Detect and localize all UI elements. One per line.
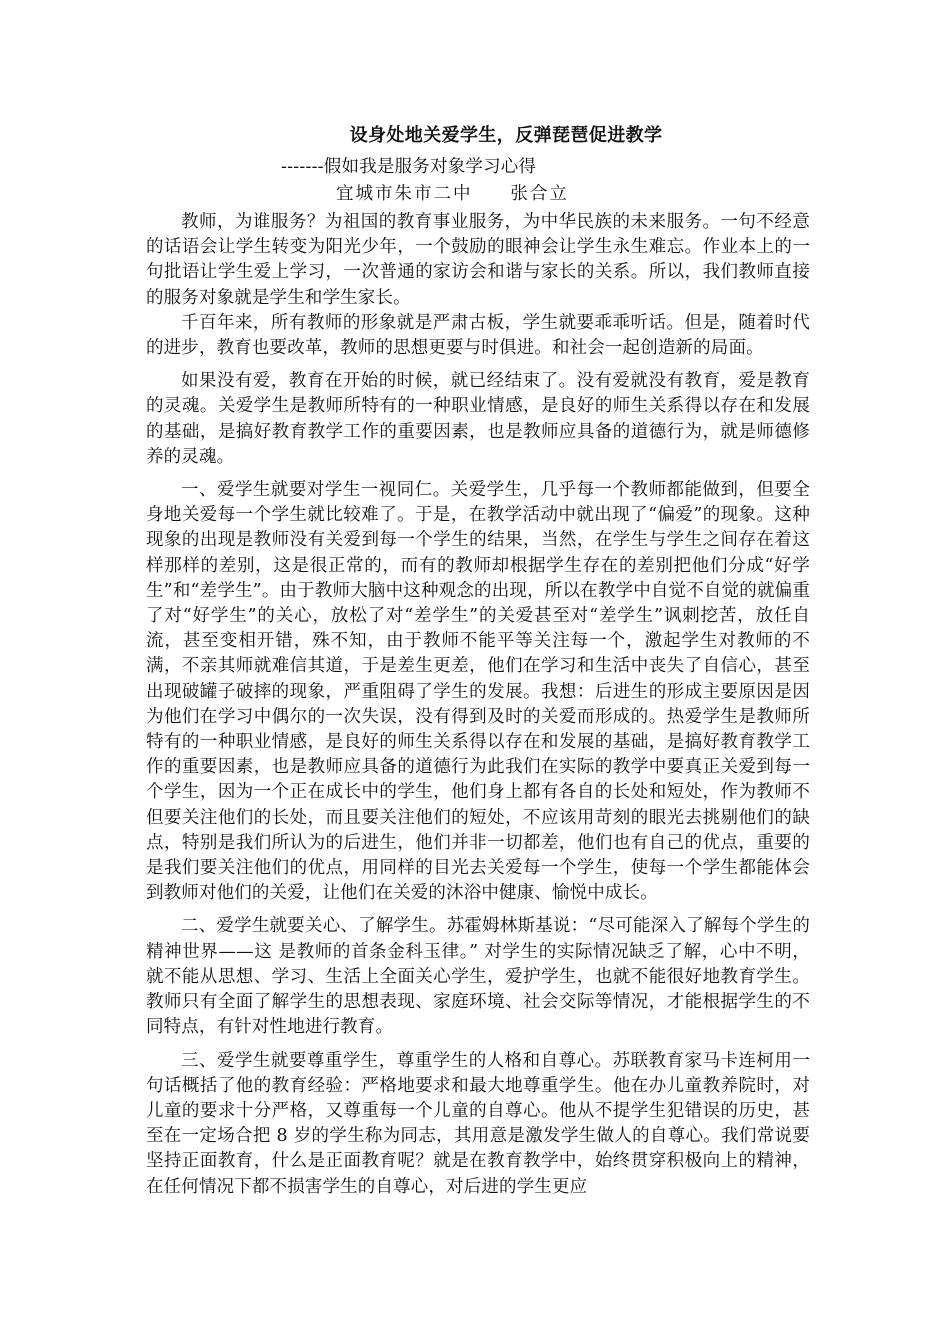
document-title: 设身处地关爱学生，反弹琵琶促进教学 xyxy=(349,125,663,146)
paragraph-6: 三、爱学生就要尊重学生，尊重学生的人格和自尊心。苏联教育家马卡连柯用一句话概括了他的教育经验：严格地要求和最大地尊重学生。他在办儿童教养院时，对儿童的要求十分严格，又尊重每一个儿童的自尊心。他从不提学生犯错误的历史，甚至在一定场合把 8 岁的学生称为同志，其用意是激发学生做人的自尊心。我们常说要坚持正面教育，什么是正面教育呢？就是在教育教学中，始终贯穿积极向上的精神，在任何情况下都不损害学生的自尊心，对后进的学生更应 xyxy=(146,1050,810,1197)
paragraph-3: 如果没有爱，教育在开始的时候，就已经结束了。没有爱就没有教育，爱是教育的灵魂。关爱学生是教师所特有的一种职业情感，是良好的师生关系得以存在和发展的基础，是搞好教育教学工作的重要因素，也是教师应具备的道德行为，就是师德修养的灵魂。 xyxy=(146,371,810,467)
paragraph-4: 一、爱学生就要对学生一视同仁。关爱学生，几乎每一个教师都能做到，但要全身地关爱每一个学生就比较难了。于是，在教学活动中就出现了“偏爱”的现象。这种现象的出现是教师没有关爱到每一个学生的结果，当然，在学生与学生之间存在着这样那样的差别，这是很正常的，而有的教师却根据学生存在的差别把他们分成“好学生”和“差学生”。由于教师大脑中这种观念的出现，所以在教学中自觉不自觉的就偏重了对“好学生”的关心，放松了对“差学生”的关爱甚至对“差学生”讽刺挖苦，放任自流，甚至变相开错，殊不知，由于教师不能平等关注每一个，激起学生对教师的不满，不亲其师就难信其道，于是差生更差，他们在学习和生活中丧失了自信心，甚至出现破罐子破摔的现象，严重阻碍了学生的发展。我想：后进生的形成主要原因是因为他们在学习中偶尔的一次失误，没有得到及时的关爱而形成的。热爱学生是教师所特有的一种职业情感，是良好的师生关系得以存在和发展的基础，是搞好教育教学工作的重要因素，也是教师应具备的道德行为此我们在实际的教学中要真正关爱到每一个学生，因为一个正在成长中的学生，他们身上都有各自的长处和短处，作为教师不但要关注他们的长处，而且要关注他们的短处，不应该用苛刻的眼光去挑剔他们的缺点，特别是我们所认为的后进生，他们并非一切都差，他们也有自己的优点，重要的是我们要关注他们的优点，用同样的目光去关爱每一个学生，使每一个学生都能体会到教师对他们的关爱，让他们在关爱的沐浴中健康、愉悦中成长。 xyxy=(146,480,810,904)
document-subtitle: -------假如我是服务对象学习心得 xyxy=(281,157,537,177)
paragraph-5: 二、爱学生就要关心、了解学生。苏霍姆林斯基说：“尽可能深入了解每个学生的精神世界——这 是教师的首条金科玉律。” 对学生的实际情况缺乏了解，心中不明，就不能从思想、学习、生活上全面关心学生，爱护学生，也就不能很好地教育学生。教师只有全面了解学生的思想表现、家庭环境、社会交际等情况，才能根据学生的不同特点，有针对性地进行教育。 xyxy=(146,916,810,1038)
paragraph-1: 教师，为谁服务？为祖国的教育事业服务，为中华民族的未来服务。一句不经意的话语会让学生转变为阳光少年，一个鼓励的眼神会让学生永生难忘。作业本上的一句批语让学生爱上学习，一次普通的家访会和谐与家长的关系。所以，我们教师直接的服务对象就是学生和学生家长。 xyxy=(146,212,810,308)
author-line: 宜城市朱市二中 张合立 xyxy=(336,184,569,204)
document-page xyxy=(146,118,810,1200)
paragraph-2: 千百年来，所有教师的形象就是严肃古板，学生就要乖乖听话。但是，随着时代的进步，教育也要改革，教师的思想更要与时俱进。和社会一起创造新的局面。 xyxy=(146,312,810,359)
